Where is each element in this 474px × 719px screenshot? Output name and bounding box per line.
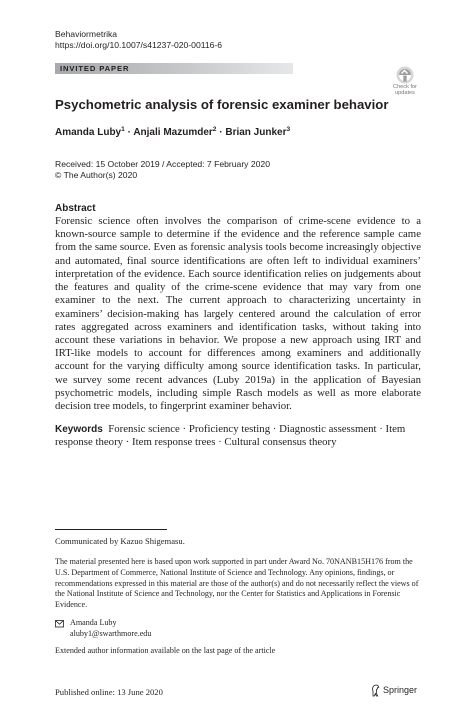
springer-wordmark: Springer — [383, 685, 418, 695]
author-name[interactable]: Anjali Mazumder — [133, 127, 213, 138]
funding-note: The material presented here is based upon work supported in part under Award No. 70NANB15H176 from the U.S. Department of Commerce, National Institute of Science and Technology. Any opinions, findings, or recommendations expressed in this material are those of the author(s) and do not necessarily reflect the views of the National Institute of Science and Technology, nor the Center for Statistics and Applications in Forensic Evidence. — [55, 557, 419, 610]
author-name[interactable]: Amanda Luby — [55, 127, 122, 138]
footnote-divider — [55, 529, 167, 530]
author-separator: · — [216, 127, 226, 138]
article-title: Psychometric analysis of forensic examiner behavior — [55, 97, 389, 112]
springer-logo — [370, 683, 417, 697]
crossmark-label-line2: updates — [395, 90, 415, 97]
crossmark-label-line1: Check for — [393, 84, 417, 90]
corresponding-author-email-link[interactable]: aluby1@swarthmore.edu — [70, 629, 152, 638]
author-affiliation-marker: 3 — [286, 126, 291, 133]
crossmark-label — [382, 84, 428, 97]
received-accepted-dates: Received: 15 October 2019 / Accepted: 7 February 2020 — [55, 159, 270, 169]
keywords-list: Forensic science · Proficiency testing · Diagnostic assessment · Item response theory · Item response trees · Cultural consensus theory — [55, 423, 406, 449]
springer-horse-icon — [370, 684, 380, 697]
abstract-body: Forensic science often involves the comparison of crime-scene evidence to a known-source sample to determine if the evidence and the reference sample came from the same source. Even as forensic analysis tools become increasingly objective and automated, final source identifications are often left to individual examiners’ interpretation of the evidence. Each source identification relies on judgements about the features and quality of the crime-scene evidence that may vary from one examiner to the next. The current approach to characterizing uncertainty in examiners’ decision-making has largely centered around the calculation of error rates aggregated across examiners and identification tasks, without taking into account these variations in behavior. We propose a new approach using IRT and IRT-like models to account for differences among examiners and additionally account for the varying difficulty among source identification tasks. In particular, we survey some recent advances (Luby 2019a) in the application of Bayesian psychometric models, including simple Rasch models as well as more elaborate decision tree models, to fingerprint examiner behavior. — [55, 215, 421, 413]
envelope-icon — [55, 620, 64, 628]
communicated-by-note: Communicated by Kazuo Shigemasu. — [55, 536, 185, 546]
author-separator: · — [124, 127, 134, 138]
doi-link[interactable]: https://doi.org/10.1007/s41237-020-00116-6 — [55, 40, 223, 50]
crossmark-check-for-updates-button[interactable] — [388, 66, 422, 100]
abstract-heading: Abstract — [55, 203, 96, 214]
copyright-line: © The Author(s) 2020 — [55, 170, 138, 180]
keywords-block — [55, 423, 423, 449]
extended-author-info-note: Extended author information available on the last page of the article — [55, 646, 276, 655]
published-online-date: Published online: 13 June 2020 — [55, 687, 163, 697]
journal-name: Behaviormetrika — [55, 29, 118, 39]
author-affiliation-marker: 2 — [212, 126, 217, 133]
article-type-label: INVITED PAPER — [60, 63, 130, 73]
author-list — [55, 127, 290, 138]
corresponding-author-name: Amanda Luby — [70, 618, 117, 627]
keywords-label: Keywords — [55, 424, 103, 435]
author-affiliation-marker: 1 — [121, 126, 125, 133]
crossmark-icon — [388, 66, 422, 86]
author-name[interactable]: Brian Junker — [225, 127, 287, 138]
